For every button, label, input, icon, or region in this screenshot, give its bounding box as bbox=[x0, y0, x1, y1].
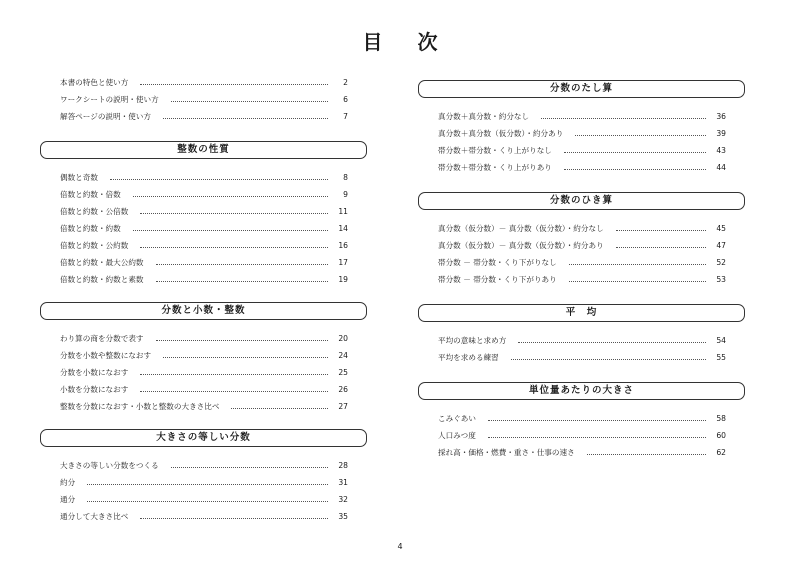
entry-page: 62 bbox=[716, 448, 726, 457]
entry-page: 16 bbox=[338, 241, 348, 250]
section-fractions-decimals-integers bbox=[40, 302, 367, 415]
section-header: 単位量あたりの大きさ bbox=[418, 382, 745, 400]
dot-leader bbox=[133, 195, 328, 197]
entry-label: 採れ高・価格・燃費・重さ・仕事の速さ bbox=[438, 448, 575, 457]
entry-page: 28 bbox=[338, 461, 348, 470]
entry-label: 帯分数 － 帯分数・くり下がりなし bbox=[438, 258, 557, 267]
dot-leader bbox=[511, 358, 706, 360]
dot-leader bbox=[488, 436, 706, 438]
toc-entry[interactable] bbox=[60, 457, 348, 474]
entry-label: こみぐあい bbox=[438, 414, 476, 423]
entry-label: 分数を小数になおす bbox=[60, 368, 129, 377]
dot-leader bbox=[569, 263, 706, 265]
entry-label: 整数を分数になおす・小数と整数の大きさ比べ bbox=[60, 402, 220, 411]
entry-label: 倍数と約数・公約数 bbox=[60, 241, 129, 250]
entry-label: 倍数と約数・約数と素数 bbox=[60, 275, 144, 284]
toc-entry[interactable] bbox=[438, 125, 726, 142]
dot-leader bbox=[156, 280, 328, 282]
section-entries bbox=[40, 457, 367, 525]
entry-label: 帯分数＋帯分数・くり上がりあり bbox=[438, 163, 552, 172]
entry-page: 27 bbox=[338, 402, 348, 411]
entry-label: 倍数と約数・公倍数 bbox=[60, 207, 129, 216]
section-entries bbox=[418, 108, 745, 176]
toc-entry[interactable] bbox=[438, 444, 726, 461]
dot-leader bbox=[163, 117, 328, 119]
toc-entry[interactable] bbox=[438, 142, 726, 159]
dot-leader bbox=[140, 212, 328, 214]
toc-entry[interactable] bbox=[438, 159, 726, 176]
section-entries bbox=[40, 169, 367, 288]
entry-label: 小数を分数になおす bbox=[60, 385, 129, 394]
dot-leader bbox=[87, 483, 328, 485]
section-header: 大きさの等しい分数 bbox=[40, 429, 367, 447]
toc-entry[interactable] bbox=[60, 220, 348, 237]
entry-page: 31 bbox=[338, 478, 348, 487]
toc-entry[interactable] bbox=[60, 203, 348, 220]
entry-page: 7 bbox=[343, 112, 348, 121]
entry-label: 通分して大きさ比べ bbox=[60, 512, 129, 521]
entry-label: 真分数＋真分数・約分なし bbox=[438, 112, 530, 121]
entry-label: 平均の意味と求め方 bbox=[438, 336, 507, 345]
entry-page: 6 bbox=[343, 95, 348, 104]
entry-page: 45 bbox=[716, 224, 726, 233]
entry-label: 偶数と奇数 bbox=[60, 173, 98, 182]
toc-entry[interactable] bbox=[60, 491, 348, 508]
toc-entry[interactable] bbox=[60, 237, 348, 254]
section-entries bbox=[418, 220, 745, 288]
section-integer-properties bbox=[40, 141, 367, 288]
section-fraction-subtraction bbox=[418, 192, 745, 288]
section-header: 分数のひき算 bbox=[418, 192, 745, 210]
entry-label: 真分数（仮分数）－ 真分数（仮分数）・約分あり bbox=[438, 241, 604, 250]
dot-leader bbox=[541, 117, 706, 119]
entry-page: 24 bbox=[338, 351, 348, 360]
toc-entry[interactable] bbox=[60, 186, 348, 203]
entry-page: 2 bbox=[343, 78, 348, 87]
entry-page: 14 bbox=[338, 224, 348, 233]
toc-entry[interactable] bbox=[60, 271, 348, 288]
entry-label: 解答ページの説明・使い方 bbox=[60, 112, 151, 121]
entry-label: 約分 bbox=[60, 478, 76, 487]
dot-leader bbox=[564, 151, 706, 153]
entry-page: 54 bbox=[716, 336, 726, 345]
entry-page: 9 bbox=[343, 190, 348, 199]
section-equivalent-fractions bbox=[40, 429, 367, 525]
toc-entry[interactable] bbox=[60, 474, 348, 491]
entry-page: 25 bbox=[338, 368, 348, 377]
entry-label: 通分 bbox=[60, 495, 76, 504]
section-header: 整数の性質 bbox=[40, 141, 367, 159]
intro-entries bbox=[40, 74, 367, 125]
section-average bbox=[418, 304, 745, 366]
section-header: 分数のたし算 bbox=[418, 80, 745, 98]
page-number: 4 bbox=[397, 542, 403, 551]
right-column bbox=[418, 80, 745, 461]
left-column bbox=[40, 74, 367, 525]
dot-leader bbox=[87, 500, 328, 502]
dot-leader bbox=[488, 419, 706, 421]
toc-entry[interactable] bbox=[438, 108, 726, 125]
section-header: 平 均 bbox=[418, 304, 745, 322]
entry-label: 真分数＋真分数（仮分数）・約分あり bbox=[438, 129, 564, 138]
toc-entry[interactable] bbox=[438, 427, 726, 444]
section-entries bbox=[418, 410, 745, 461]
entry-page: 26 bbox=[338, 385, 348, 394]
section-header: 分数と小数・整数 bbox=[40, 302, 367, 320]
entry-label: 大きさの等しい分数をつくる bbox=[60, 461, 159, 470]
toc-entry[interactable] bbox=[60, 74, 348, 91]
toc-entry[interactable] bbox=[438, 220, 726, 237]
entry-page: 11 bbox=[338, 207, 348, 216]
dot-leader bbox=[110, 178, 328, 180]
toc-entry[interactable] bbox=[60, 91, 348, 108]
entry-page: 52 bbox=[716, 258, 726, 267]
entry-page: 19 bbox=[338, 275, 348, 284]
toc-entry[interactable] bbox=[60, 364, 348, 381]
dot-leader bbox=[575, 134, 706, 136]
entry-label: 人口みつ度 bbox=[438, 431, 476, 440]
dot-leader bbox=[171, 100, 328, 102]
entry-label: 帯分数＋帯分数・くり上がりなし bbox=[438, 146, 552, 155]
toc-entry[interactable] bbox=[438, 271, 726, 288]
entry-page: 8 bbox=[343, 173, 348, 182]
toc-entry[interactable] bbox=[438, 410, 726, 427]
dot-leader bbox=[133, 229, 328, 231]
entry-page: 20 bbox=[338, 334, 348, 343]
entry-page: 39 bbox=[716, 129, 726, 138]
toc-entry[interactable] bbox=[60, 254, 348, 271]
dot-leader bbox=[140, 390, 328, 392]
toc-entry[interactable] bbox=[60, 508, 348, 525]
toc-entry[interactable] bbox=[438, 332, 726, 349]
entry-page: 32 bbox=[338, 495, 348, 504]
entry-page: 55 bbox=[716, 353, 726, 362]
section-entries bbox=[40, 330, 367, 415]
entry-label: 倍数と約数・最大公約数 bbox=[60, 258, 144, 267]
entry-label: わり算の商を分数で表す bbox=[60, 334, 144, 343]
toc-entry[interactable] bbox=[60, 381, 348, 398]
entry-label: 倍数と約数・倍数 bbox=[60, 190, 121, 199]
entry-page: 60 bbox=[716, 431, 726, 440]
page-title: 目 次 bbox=[362, 30, 452, 54]
dot-leader bbox=[156, 339, 328, 341]
entry-label: 帯分数 － 帯分数・くり下がりあり bbox=[438, 275, 557, 284]
toc-entry[interactable] bbox=[60, 169, 348, 186]
dot-leader bbox=[587, 453, 706, 455]
entry-page: 36 bbox=[716, 112, 726, 121]
entry-label: 平均を求める練習 bbox=[438, 353, 499, 362]
dot-leader bbox=[569, 280, 706, 282]
dot-leader bbox=[518, 341, 706, 343]
dot-leader bbox=[231, 407, 328, 409]
entry-label: 倍数と約数・約数 bbox=[60, 224, 121, 233]
dot-leader bbox=[140, 246, 328, 248]
entry-label: ワークシートの説明・使い方 bbox=[60, 95, 159, 104]
entry-page: 43 bbox=[716, 146, 726, 155]
dot-leader bbox=[156, 263, 328, 265]
entry-page: 47 bbox=[716, 241, 726, 250]
dot-leader bbox=[140, 517, 328, 519]
toc-entry[interactable] bbox=[60, 108, 348, 125]
section-per-unit-quantity bbox=[418, 382, 745, 461]
section-entries bbox=[418, 332, 745, 366]
entry-label: 分数を小数や整数になおす bbox=[60, 351, 152, 360]
dot-leader bbox=[564, 168, 706, 170]
entry-page: 53 bbox=[716, 275, 726, 284]
section-fraction-addition bbox=[418, 80, 745, 176]
toc-entry[interactable] bbox=[438, 237, 726, 254]
entry-label: 本書の特色と使い方 bbox=[60, 78, 129, 87]
dot-leader bbox=[616, 246, 706, 248]
dot-leader bbox=[140, 83, 328, 85]
entry-page: 44 bbox=[716, 163, 726, 172]
entry-page: 35 bbox=[338, 512, 348, 521]
toc-entry[interactable] bbox=[438, 349, 726, 366]
toc-entry[interactable] bbox=[60, 330, 348, 347]
toc-entry[interactable] bbox=[60, 398, 348, 415]
toc-entry[interactable] bbox=[60, 347, 348, 364]
entry-page: 17 bbox=[338, 258, 348, 267]
entry-label: 真分数（仮分数）－ 真分数（仮分数）・約分なし bbox=[438, 224, 604, 233]
toc-entry[interactable] bbox=[438, 254, 726, 271]
dot-leader bbox=[140, 373, 328, 375]
entry-page: 58 bbox=[716, 414, 726, 423]
dot-leader bbox=[616, 229, 706, 231]
dot-leader bbox=[163, 356, 328, 358]
dot-leader bbox=[171, 466, 328, 468]
